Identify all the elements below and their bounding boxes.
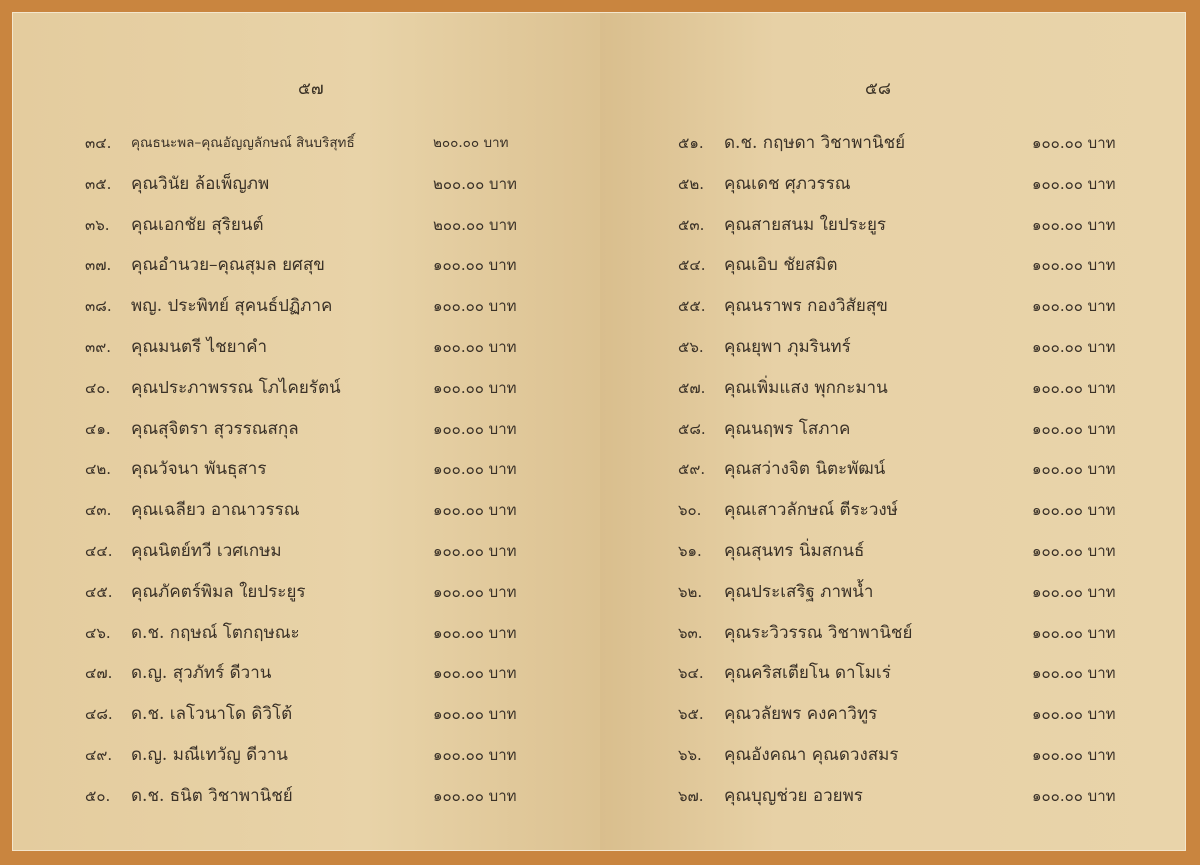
donation-amount: ๑๐๐.๐๐ บาท xyxy=(1032,705,1116,724)
donor-name: พญ. ประพิทย์ สุคนธ์ปฏิภาค xyxy=(131,296,333,317)
donation-amount: ๑๐๐.๐๐ บาท xyxy=(1032,419,1116,438)
donation-amount: ๑๐๐.๐๐ บาท xyxy=(1032,582,1116,601)
donor-row xyxy=(13,167,600,201)
donor-name: ด.ช. กฤษดา วิชาพานิชย์ xyxy=(724,133,906,153)
donor-number: ๔๕. xyxy=(85,582,113,601)
donor-row xyxy=(600,575,1185,609)
donor-name: คุณนิตย์ทวี เวศเกษม xyxy=(131,541,282,561)
donor-number: ๔๙. xyxy=(85,746,113,764)
right-page xyxy=(600,13,1185,850)
donor-name: คุณธนะพล–คุณอัญญลักษณ์ สินบริสุทธิ์ xyxy=(131,135,355,151)
donor-row xyxy=(13,412,600,446)
donation-amount: ๑๐๐.๐๐ บาท xyxy=(1032,542,1116,560)
donor-row xyxy=(13,493,600,527)
donation-amount: ๑๐๐.๐๐ บาท xyxy=(433,460,517,479)
donation-amount: ๑๐๐.๐๐ บาท xyxy=(433,542,517,560)
donation-amount: ๑๐๐.๐๐ บาท xyxy=(433,786,517,805)
donor-name: คุณเดช ศุภวรรณ xyxy=(724,173,851,194)
donation-amount: ๑๐๐.๐๐ บาท xyxy=(1032,174,1116,193)
donor-row xyxy=(13,575,600,609)
donation-amount: ๑๐๐.๐๐ บาท xyxy=(433,664,517,683)
donor-name: ด.ญ. มณีเทวัญ ดีวาน xyxy=(131,745,288,765)
donor-number: ๔๔. xyxy=(85,542,113,560)
donor-number: ๕๑. xyxy=(678,134,704,152)
donor-name: คุณสุนทร นิ่มสกนธ์ xyxy=(724,541,865,561)
book-spread xyxy=(12,12,1186,851)
donation-amount: ๑๐๐.๐๐ บาท xyxy=(433,419,517,438)
donor-name: ด.ช. ธนิต วิชาพานิชย์ xyxy=(131,785,293,806)
donor-row xyxy=(13,208,600,242)
donor-name: คุณนราพร กองวิสัยสุข xyxy=(724,296,888,317)
donor-number: ๕๐. xyxy=(85,786,111,805)
donor-name: ด.ญ. สุวภัทร์ ดีวาน xyxy=(131,663,272,684)
donor-number: ๔๗. xyxy=(85,664,113,683)
donor-name: คุณภัคตร์พิมล ใยประยูร xyxy=(131,581,306,602)
donation-amount: ๑๐๐.๐๐ บาท xyxy=(1032,297,1116,316)
donor-number: ๓๘. xyxy=(85,297,112,316)
donor-number: ๖๑. xyxy=(678,542,702,560)
donor-number: ๔๘. xyxy=(85,705,113,724)
donor-row xyxy=(600,534,1185,568)
donation-amount: ๑๐๐.๐๐ บาท xyxy=(1032,134,1116,152)
donor-row xyxy=(600,493,1185,527)
donor-row xyxy=(600,738,1185,772)
donor-number: ๕๔. xyxy=(678,256,706,275)
donor-row xyxy=(13,656,600,690)
donation-amount: ๒๐๐.๐๐ บาท xyxy=(433,174,517,193)
donor-name: คุณอำนวย–คุณสุมล ยศสุข xyxy=(131,255,325,276)
donor-row xyxy=(600,779,1185,813)
donor-number: ๓๕. xyxy=(85,174,112,193)
donor-name: คุณสายสนม ใยประยูร xyxy=(724,214,887,235)
donation-amount: ๒๐๐.๐๐ บาท xyxy=(433,135,509,151)
donor-number: ๖๒. xyxy=(678,582,703,601)
donation-amount: ๑๐๐.๐๐ บาท xyxy=(433,256,517,275)
donor-name: คุณสุจิตรา สุวรรณสกุล xyxy=(131,418,299,439)
donation-amount: ๑๐๐.๐๐ บาท xyxy=(433,297,517,316)
donation-amount: ๑๐๐.๐๐ บาท xyxy=(433,338,517,356)
donor-name: คุณประภาพรรณ โภไคยรัตน์ xyxy=(131,377,341,398)
donor-name: คุณเฉลียว อาณาวรรณ xyxy=(131,500,300,521)
donor-name: คุณเอิบ ชัยสมิต xyxy=(724,255,838,276)
donor-name: คุณนฤพร โสภาค xyxy=(724,418,851,439)
donor-row xyxy=(600,412,1185,446)
donor-row xyxy=(13,289,600,323)
donor-number: ๓๖. xyxy=(85,215,110,234)
donor-name: ด.ช. เลโวนาโด ดิวิโต้ xyxy=(131,704,293,725)
donor-row xyxy=(600,452,1185,486)
donor-row xyxy=(600,697,1185,731)
donor-name: ด.ช. กฤษณ์ โตกฤษณะ xyxy=(131,622,300,643)
donor-name: คุณยุพา ภุมรินทร์ xyxy=(724,337,851,357)
donor-number: ๓๔. xyxy=(85,134,112,152)
donor-name: คุณวัจนา พันธุสาร xyxy=(131,459,267,480)
donor-number: ๔๓. xyxy=(85,501,112,520)
donor-name: คุณเพิ่มแสง พุกกะมาน xyxy=(724,377,888,398)
donor-number: ๕๙. xyxy=(678,460,706,479)
donation-amount: ๑๐๐.๐๐ บาท xyxy=(433,582,517,601)
donor-row xyxy=(13,616,600,650)
donor-number: ๖๕. xyxy=(678,705,704,724)
donation-amount: ๒๐๐.๐๐ บาท xyxy=(433,215,517,234)
donor-row xyxy=(13,248,600,282)
donor-number: ๓๗. xyxy=(85,256,112,275)
donor-number: ๔๐. xyxy=(85,378,111,397)
donor-row xyxy=(13,330,600,364)
donor-number: ๔๖. xyxy=(85,623,111,642)
donor-number: ๖๗. xyxy=(678,786,704,805)
donation-amount: ๑๐๐.๐๐ บาท xyxy=(1032,460,1116,479)
donor-number: ๕๓. xyxy=(678,215,705,234)
donor-name: คุณสว่างจิต นิตะพัฒน์ xyxy=(724,459,886,480)
donation-amount: ๑๐๐.๐๐ บาท xyxy=(433,378,517,397)
donor-number: ๓๙. xyxy=(85,338,112,356)
donor-row xyxy=(600,248,1185,282)
left-page xyxy=(13,13,600,850)
donor-name: คุณคริสเตียโน ดาโมเร่ xyxy=(724,663,891,684)
donation-amount: ๑๐๐.๐๐ บาท xyxy=(1032,623,1116,642)
donation-amount: ๑๐๐.๐๐ บาท xyxy=(433,623,517,642)
donation-amount: ๑๐๐.๐๐ บาท xyxy=(1032,378,1116,397)
donor-row xyxy=(13,452,600,486)
donor-name: คุณประเสริฐ ภาพน้ำ xyxy=(724,581,874,602)
donation-amount: ๑๐๐.๐๐ บาท xyxy=(1032,664,1116,683)
donor-row xyxy=(13,126,600,160)
donation-amount: ๑๐๐.๐๐ บาท xyxy=(433,705,517,724)
donation-amount: ๑๐๐.๐๐ บาท xyxy=(1032,256,1116,275)
donor-name: คุณวินัย ล้อเพ็ญภพ xyxy=(131,173,270,194)
donor-name: คุณเสาวลักษณ์ ตีระวงษ์ xyxy=(724,500,898,521)
page-number: ๕๗ xyxy=(298,79,324,99)
donor-row xyxy=(13,697,600,731)
donor-row xyxy=(600,330,1185,364)
donor-row xyxy=(600,656,1185,690)
donation-amount: ๑๐๐.๐๐ บาท xyxy=(1032,215,1116,234)
donor-name: คุณระวิวรรณ วิชาพานิชย์ xyxy=(724,622,913,643)
donor-number: ๖๓. xyxy=(678,623,703,642)
donor-number: ๕๒. xyxy=(678,174,705,193)
donor-number: ๔๑. xyxy=(85,419,111,438)
donor-name: คุณอังคณา คุณดวงสมร xyxy=(724,745,899,765)
donor-row xyxy=(600,208,1185,242)
donor-number: ๖๐. xyxy=(678,501,702,520)
page-number: ๕๘ xyxy=(865,79,891,99)
donor-name: คุณมนตรี ไชยาคำ xyxy=(131,337,268,357)
donor-row xyxy=(600,289,1185,323)
donor-row xyxy=(13,534,600,568)
donor-number: ๕๕. xyxy=(678,297,706,316)
donor-number: ๔๒. xyxy=(85,460,112,479)
donor-number: ๕๗. xyxy=(678,378,706,397)
donation-amount: ๑๐๐.๐๐ บาท xyxy=(433,746,517,764)
donor-name: คุณบุญช่วย อวยพร xyxy=(724,785,863,806)
donor-number: ๖๔. xyxy=(678,664,704,683)
donor-number: ๕๖. xyxy=(678,338,704,356)
donor-row xyxy=(600,371,1185,405)
donation-amount: ๑๐๐.๐๐ บาท xyxy=(1032,786,1116,805)
donor-row xyxy=(13,779,600,813)
donor-row xyxy=(13,738,600,772)
donation-amount: ๑๐๐.๐๐ บาท xyxy=(1032,501,1116,520)
donor-row xyxy=(600,616,1185,650)
donor-row xyxy=(600,167,1185,201)
donor-name: คุณวลัยพร คงคาวิทูร xyxy=(724,704,878,725)
donation-amount: ๑๐๐.๐๐ บาท xyxy=(433,501,517,520)
donor-row xyxy=(13,371,600,405)
donor-number: ๖๖. xyxy=(678,746,702,764)
donor-row xyxy=(600,126,1185,160)
donor-number: ๕๘. xyxy=(678,419,706,438)
donation-amount: ๑๐๐.๐๐ บาท xyxy=(1032,338,1116,356)
donor-name: คุณเอกชัย สุริยนต์ xyxy=(131,214,264,235)
donation-amount: ๑๐๐.๐๐ บาท xyxy=(1032,746,1116,764)
